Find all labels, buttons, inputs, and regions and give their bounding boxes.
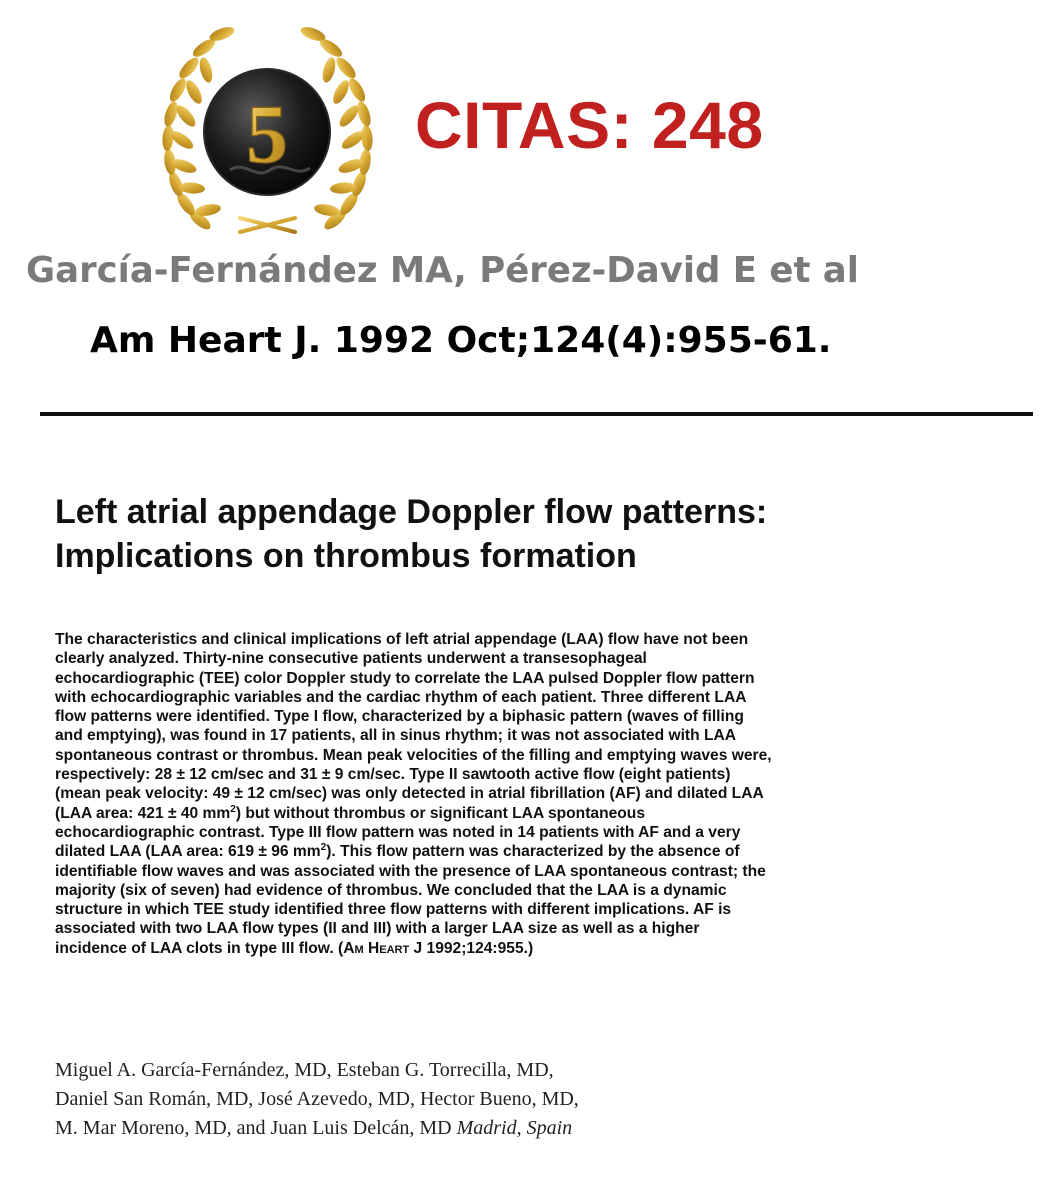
article-title [55, 490, 1015, 578]
laurel-badge-icon [160, 20, 375, 240]
byline-line: Miguel A. García-Fernández, MD, Esteban G. Torrecilla, MD, [55, 1059, 554, 1081]
abstract-line: majority (six of seven) had evidence of thrombus. We concluded that the LAA is a dynamic [55, 881, 727, 899]
abstract-line: The characteristics and clinical implications of left atrial appendage (LAA) flow have not been [55, 631, 749, 648]
byline-line [55, 1114, 1015, 1143]
abstract-line: (mean peak velocity: 49 ± 12 cm/sec) was only detected in atrial fibrillation (AF) and dilated LAA [55, 785, 764, 803]
abstract-line: echocardiographic (TEE) color Doppler study to correlate the LAA pulsed Doppler flow pattern [55, 669, 755, 687]
section-divider [40, 412, 1033, 416]
abstract-text: incidence of LAA clots in type III flow. ( [55, 939, 344, 957]
byline-text: M. Mar Moreno, MD, and Juan Luis Delcán, MD [55, 1117, 457, 1139]
abstract-line: spontaneous contrast or thrombus. Mean peak velocities of the filling and emptying waves were, [55, 746, 772, 764]
abstract-line: respectively: 28 ± 12 cm/sec and 31 ± 9 cm/sec. Type II sawtooth active flow (eight patients) [55, 766, 731, 784]
abstract-line: clearly analyzed. Thirty-nine consecutive patients underwent a transesophageal [55, 650, 647, 668]
abstract-line: identifiable flow waves and was associated with the presence of LAA spontaneous contrast; the [55, 862, 766, 880]
abstract-line: echocardiographic contrast. Type III flow pattern was noted in 14 patients with AF and a very [55, 823, 741, 841]
reference-authors: García-Fernández MA, Pérez-David E et al [26, 250, 859, 291]
abstract-line: with echocardiographic variables and the cardiac rhythm of each patient. Three different LAA [55, 688, 747, 706]
abstract-journal-ref: Am Heart J [343, 939, 423, 957]
superscript: 2 [320, 842, 327, 854]
abstract-text: 1992;124:955.) [422, 939, 534, 957]
abstract-line [55, 804, 1025, 823]
byline-line: Daniel San Román, MD, José Azevedo, MD, Hector Bueno, MD, [55, 1088, 579, 1110]
journal-citation: Am Heart J. 1992 Oct;124(4):955-61. [90, 320, 832, 361]
abstract-text: ) but without thrombus or significant LAA spontaneous [235, 804, 645, 822]
article-abstract [55, 630, 1025, 958]
citations-count: CITAS: 248 [415, 88, 764, 162]
abstract-text: ). This flow pattern was characterized by the absence of [326, 843, 740, 861]
author-location: Madrid, Spain [456, 1117, 573, 1139]
abstract-line: associated with two LAA flow types (II and III) with a larger LAA size as well as a higher [55, 920, 700, 938]
abstract-line: structure in which TEE study identified three flow patterns with different implications. AF is [55, 901, 732, 919]
abstract-text: (LAA area: 421 ± 40 mm [55, 804, 231, 822]
article-title-line-2: Implications on thrombus formation [55, 537, 637, 575]
article-title-line-1: Left atrial appendage Doppler flow patterns: [55, 493, 768, 531]
abstract-line [55, 842, 1025, 861]
abstract-line [55, 939, 1025, 958]
abstract-line: and emptying), was found in 17 patients, all in sinus rhythm; it was not associated with LAA [55, 727, 737, 745]
abstract-text: dilated LAA (LAA area: 619 ± 96 mm [55, 843, 321, 861]
superscript: 2 [230, 803, 236, 815]
badge-numeral: 5 [246, 88, 288, 181]
author-byline [55, 1056, 1015, 1143]
abstract-line: flow patterns were identified. Type I flow, characterized by a biphasic pattern (waves of filling [55, 708, 744, 726]
